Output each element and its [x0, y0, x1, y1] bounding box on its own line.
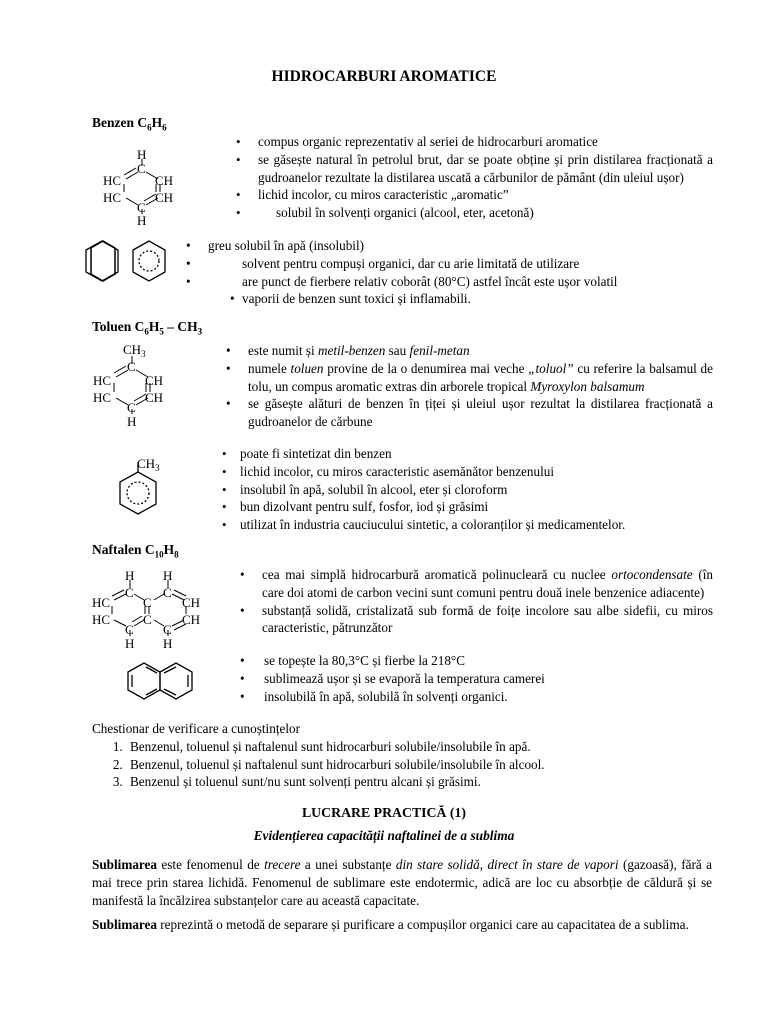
toluene-prop-7: • bun dizolvant pentru sulf, fosfor, iod și grăsimi [218, 498, 718, 516]
naph-hc-left-bottom: HC [92, 612, 111, 627]
naphthalene-kekule-structure [92, 566, 210, 652]
benzene-properties-bottom [184, 237, 724, 308]
quiz-title: Chestionar de verificare a cunoștințelor [92, 721, 300, 736]
toluene-sub-c: 6 [144, 326, 149, 337]
naphthalene-hexagon-structure [124, 658, 210, 706]
naphthalene-prop-3: • se topește la 80,3°C și fierbe la 218°C [240, 653, 465, 668]
naph-c-2: C [163, 585, 172, 600]
toluene-sub-3: 3 [197, 326, 203, 337]
benzene-h-top: H [137, 147, 147, 162]
naphthalene-heading [92, 541, 179, 564]
naph-h-2: H [163, 568, 173, 583]
naphthalene-prop-1: • cea mai simplă hidrocarbură aromatică polinucleară cu nuclee ortocondensate (în care doi atomi de carbon vecini sunt comuni pentru două inele benzenice adiacente) [240, 567, 713, 600]
naphthalene-sub-c: 10 [154, 549, 164, 560]
benzene-prop-6-text: solvent pentru compuși organici, dar cu arie limitată de utilizare [242, 255, 580, 271]
toluene-prop-8: • utilizat în industria cauciucului sintetic, a coloranților și medicamentelor. [218, 516, 718, 534]
benzene-prop-6: • solvent pentru compuși organici, dar cu arie limitată de utilizare [186, 255, 580, 271]
toluene-heading-h: H [148, 319, 160, 334]
benzene-properties-top [232, 133, 713, 222]
toluene-prop-2: • numele toluen provine de la o denumirea mai veche „toluol” cu referire la balsamul de tolu, un compus aromatic extras din arborele tropical Myroxylon balsamum [226, 360, 713, 394]
benzene-prop-1: • compus organic reprezentativ al seriei de hidrocarburi aromatice [232, 133, 713, 151]
benzene-prop-4: • solubil în solvenți organici (alcool, eter, acetonă) [232, 204, 713, 222]
sublimation-paragraph-1: Sublimarea este fenomenul de trecere a unei substanțe din stare solidă, direct în stare de vapori (gazoasă), fără a mai trece prin starea lichidă. Fenomenul de sublimare este endotermic, adică are loc cu absorbție de căldură și se manifestă la încălzirea substanțelor care au această capacitate. [92, 857, 712, 908]
toluene-prop-5: • lichid incolor, cu miros caracteristic asemănător benzenului [218, 463, 718, 481]
benzene-c-bottom: C [137, 200, 146, 215]
naphthalene-prop-5: • insolubilă în apă, solubilă în solvenți organici. [240, 688, 508, 704]
naphthalene-heading-h: H [163, 542, 175, 557]
benzene-sub-c: 6 [147, 122, 152, 133]
benzene-prop-7: • are punct de fierbere relativ coborât (80°C) astfel încât este ușor volatil [186, 273, 618, 289]
benzene-ch-right-top: CH [155, 173, 174, 188]
quiz-list [92, 738, 712, 791]
practical-title: LUCRARE PRACTICĂ (1) [301, 805, 467, 820]
benzene-kekule-structure [100, 146, 190, 228]
toluene-properties-top [222, 342, 713, 431]
toluene-prop-3: • se găsește alături de benzen în țiței și uleiul ușor rezultat la distilarea fracționată a gudroanelor de cărbune [226, 396, 713, 430]
benzene-ch-right-bottom: CH [155, 190, 174, 205]
quiz-item-3: 3. Benzenul și toluenul sunt/nu sunt solvenți pentru alcani și grăsimi. [126, 773, 712, 791]
benzene-prop-2: • se găsește natural în petrolul brut, dar se poate obține și prin distilarea fracționată a gudroanelor rezultate la distilarea uscată a cărbunilor de pământ (din uleiul ușor) [232, 151, 713, 187]
quiz-section [92, 720, 712, 791]
toluene-c-top: C [127, 359, 136, 374]
toluene-heading-text: Toluen C [92, 319, 145, 334]
naph-h-4: H [163, 636, 173, 651]
benzene-hc-left-bottom: HC [103, 190, 122, 205]
naph-c-3: C [125, 622, 134, 637]
toluene-prop-1: • este numit și metil-benzen sau fenil-metan [226, 343, 470, 358]
naphthalene-heading-text: Naftalen C [92, 542, 155, 557]
toluene-sub-h: 5 [159, 326, 164, 337]
naph-c-center-bottom: C [143, 612, 152, 627]
naphthalene-properties-bottom [236, 652, 713, 705]
naph-c-1: C [125, 585, 134, 600]
benzene-prop-8: • vaporii de benzen sunt toxici și inflamabili. [230, 291, 471, 307]
toluene-prop-4: • poate fi sintetizat din benzen [218, 445, 718, 463]
quiz-item-1: 1. Benzenul, toluenul și naftalenul sunt hidrocarburi solubile/insolubile în apă. [126, 738, 712, 756]
toluene-kekule-structure [92, 340, 182, 432]
benzene-prop-8-text: vaporii de benzen sunt toxici și inflamabili. [242, 291, 471, 307]
benzene-heading [92, 114, 167, 137]
benzene-hc-left-top: HC [103, 173, 122, 188]
benzene-c-top: C [137, 161, 146, 176]
toluene-ch-right-top: CH [145, 373, 164, 388]
benzene-heading-text: Benzen C [92, 115, 148, 130]
toluene-prop-6: • insolubil în apă, solubil în alcool, eter și cloroform [218, 481, 718, 499]
toluene-hc-left-top: HC [93, 373, 112, 388]
naph-c-4: C [163, 622, 172, 637]
naph-ch-right-bottom: CH [182, 612, 201, 627]
benzene-prop-5-text: greu solubil în apă (insolubil) [208, 238, 365, 253]
quiz-item-2: 2. Benzenul, toluenul și naftalenul sunt hidrocarburi solubile/insolubile în alcool. [126, 756, 712, 774]
naph-hc-left-top: HC [92, 595, 111, 610]
naphthalene-prop-4: • sublimează ușor și se evaporă la temperatura camerei [240, 670, 545, 686]
naphthalene-prop-2: • substanță solidă, cristalizată sub formă de foițe incolore sau albe sidefii, cu miros caracteristic, pătrunzător [240, 602, 713, 636]
toluene-heading-ch: – CH [163, 319, 198, 334]
practical-subtitle: Evidențierea capacității naftalinei de a sublima [253, 828, 515, 843]
naph-c-center-top: C [143, 595, 152, 610]
toluene-h-bottom: H [127, 414, 137, 429]
toluene-hc-left-bottom: HC [93, 390, 112, 405]
naph-h-3: H [125, 636, 135, 651]
benzene-h-bottom: H [137, 213, 147, 228]
naphthalene-sub-h: 8 [174, 549, 179, 560]
benzene-heading-h: H [151, 115, 163, 130]
toluene-ch-right-bottom: CH [145, 390, 164, 405]
toluene-heading [92, 318, 202, 341]
benzene-prop-5: • greu solubil în apă (insolubil) [186, 238, 365, 253]
benzene-sub-h: 6 [162, 122, 167, 133]
toluene-ch3-top: $CH_3$ [123, 342, 146, 359]
page-title: HIDROCARBURI AROMATICE [271, 68, 497, 85]
naph-ch-right-top: CH [182, 595, 201, 610]
sublimation-paragraph-2: Sublimarea reprezintă o metodă de separare și purificare a compușilor organici care au capacitatea de a sublima. [92, 917, 689, 932]
naphthalene-properties [236, 566, 713, 637]
benzene-prop-3: • lichid incolor, cu miros caracteristic „aromatic” [232, 186, 713, 204]
toluene-hexagon-ch3: $CH_3$ [137, 456, 160, 473]
toluene-c-bottom: C [127, 400, 136, 415]
toluene-properties-bottom [218, 445, 718, 534]
benzene-hexagon-structures [82, 238, 182, 288]
toluene-hexagon-structure [110, 454, 190, 526]
benzene-prop-7-text: are punct de fierbere relativ coborât (80°C) astfel încât este ușor volatil [242, 273, 618, 289]
naph-h-1: H [125, 568, 135, 583]
